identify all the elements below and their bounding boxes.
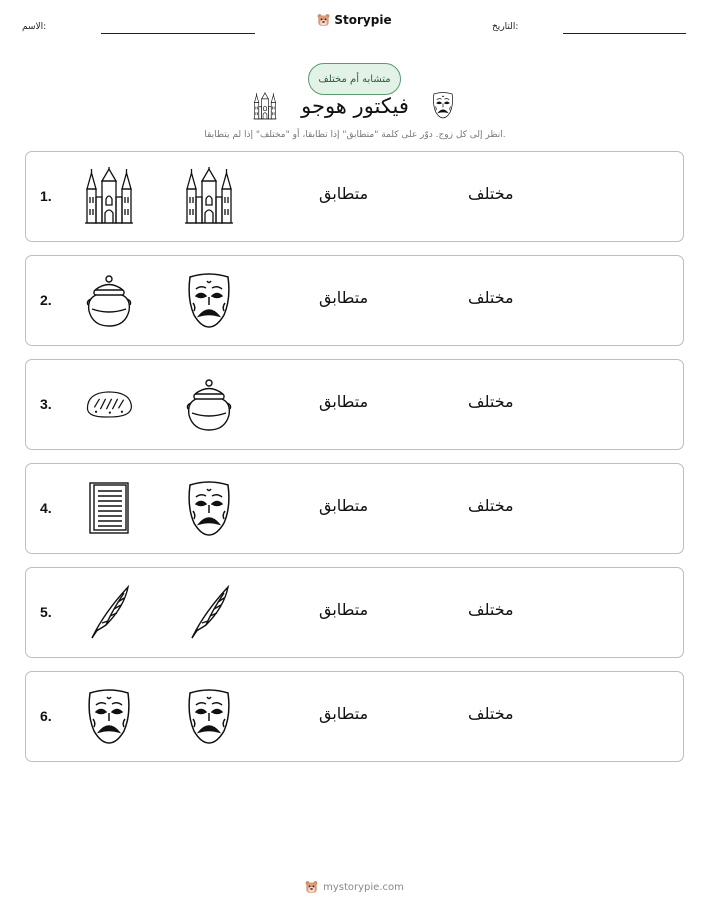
option-same[interactable]: متطابق (319, 184, 369, 203)
name-label: الاسم: (22, 22, 47, 32)
option-different[interactable]: مختلف (468, 288, 514, 307)
row-number: 6. (40, 708, 52, 724)
pot-icon (84, 271, 134, 329)
pair-row (25, 567, 684, 658)
bear-icon (317, 13, 330, 27)
option-different[interactable]: مختلف (468, 392, 514, 411)
pair-row (25, 359, 684, 450)
option-different[interactable]: مختلف (468, 496, 514, 515)
option-same[interactable]: متطابق (319, 600, 369, 619)
bear-icon (305, 880, 318, 894)
pair-row (25, 671, 684, 762)
bread-icon (84, 375, 134, 433)
row-number: 2. (40, 292, 52, 308)
brand-name: Storypie (334, 13, 392, 27)
footer (0, 880, 709, 897)
quill-icon (184, 583, 234, 641)
book-icon (84, 479, 134, 537)
row-number: 1. (40, 188, 52, 204)
worksheet-badge: متشابه أم مختلف (308, 63, 401, 95)
cathedral-icon (84, 167, 134, 225)
option-same[interactable]: متطابق (319, 392, 369, 411)
option-same[interactable]: متطابق (319, 496, 369, 515)
brand-logo (0, 12, 709, 31)
instructions: انظر إلى كل زوج. دوّر على كلمة "متطابق" إذا تطابقا، أو "مختلف" إذا لم يتطابقا. (204, 130, 506, 140)
pot-icon (184, 375, 234, 433)
pair-row (25, 151, 684, 242)
pair-row (25, 255, 684, 346)
option-different[interactable]: مختلف (468, 184, 514, 203)
tragedy-mask-icon (184, 271, 234, 329)
pair-row (25, 463, 684, 554)
row-number: 3. (40, 396, 52, 412)
tragedy-mask-icon (84, 687, 134, 745)
footer-site[interactable]: mystorypie.com (323, 881, 404, 893)
option-different[interactable]: مختلف (468, 704, 514, 723)
option-different[interactable]: مختلف (468, 600, 514, 619)
date-line[interactable] (563, 33, 686, 34)
option-same[interactable]: متطابق (319, 288, 369, 307)
tragedy-mask-icon (431, 91, 455, 119)
tragedy-mask-icon (184, 687, 234, 745)
row-number: 4. (40, 500, 52, 516)
page-title: فيكتور هوجو (301, 94, 409, 118)
option-same[interactable]: متطابق (319, 704, 369, 723)
row-number: 5. (40, 604, 52, 620)
quill-icon (84, 583, 134, 641)
name-line[interactable] (101, 33, 255, 34)
date-label: التاريخ: (492, 22, 519, 32)
tragedy-mask-icon (184, 479, 234, 537)
cathedral-icon (184, 167, 234, 225)
